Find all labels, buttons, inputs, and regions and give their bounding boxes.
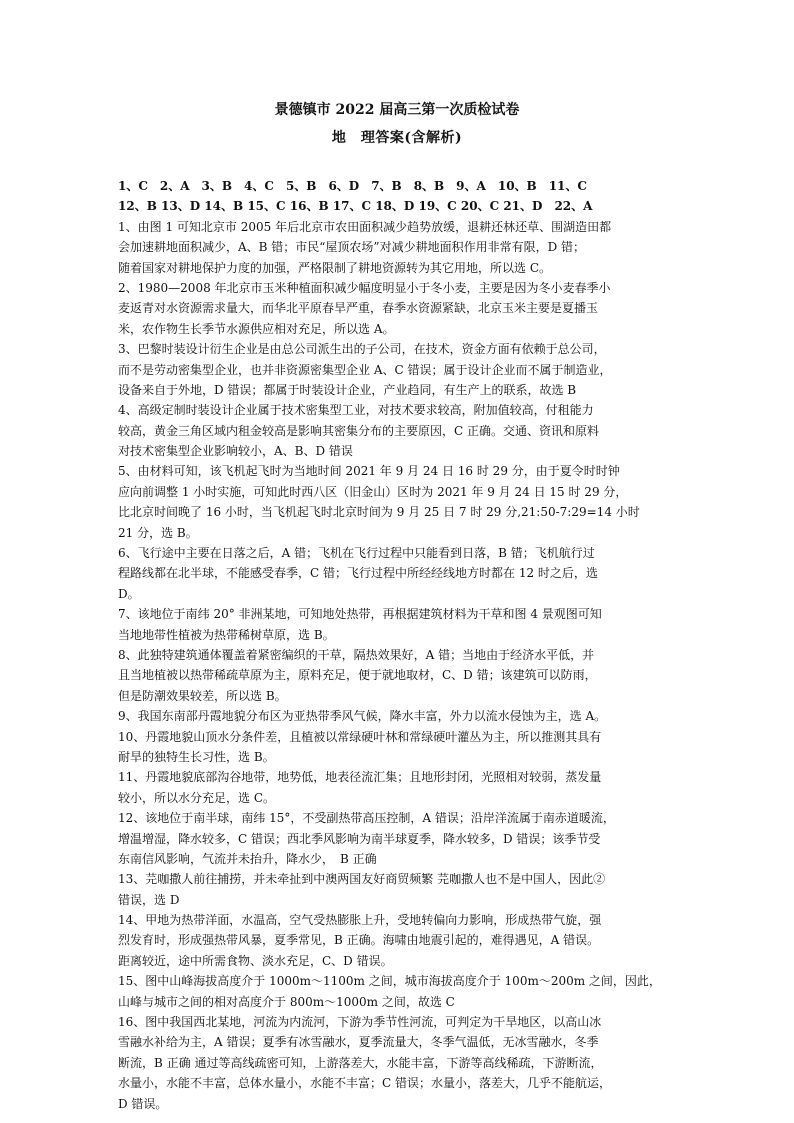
explanation-paragraph — [118, 808, 678, 869]
explanation-paragraph — [118, 706, 678, 726]
explanation-line: 13、芫咖撒人前往捕捞，并未牵扯到中澳两国友好商贸频繁 芫咖撒人也不是中国人，因此② — [118, 872, 606, 887]
explanation-paragraph — [118, 339, 678, 400]
explanation-paragraph — [118, 461, 678, 543]
explanation-paragraph — [118, 1012, 678, 1114]
explanations-list — [118, 217, 678, 1114]
explanation-line: 会加速耕地面积减少，A、B 错；市民“屋顶农场”对减少耕地面积作用非常有限，D 错； — [118, 240, 586, 255]
document-title: 景德镇市 2022 届高三第一次质检试卷 — [274, 102, 520, 118]
explanation-line: 10、丹霞地貌山顶水分条件差，且植被以常绿硬叶林和常绿硬叶灌丛为主，所以推测其具有 — [118, 729, 602, 744]
explanation-line: 15、图中山峰海拔高度介于 1000m～1100m 之间，城市海拔高度介于 100m～200m 之间，因此， — [118, 974, 661, 989]
explanation-line: D 错误。 — [118, 1096, 168, 1111]
explanation-line: 当地地带性植被为热带稀树草原，选 B。 — [118, 627, 335, 642]
explanation-line: 雪融水补给为主，A 错误；夏季有冰雪融水，夏季流量大，冬季气温低，无冰雪融水，冬季 — [118, 1035, 599, 1050]
explanation-line: 耐旱的独特生长习性，选 B。 — [118, 749, 275, 764]
explanation-line: 距离较近，途中所需食物、淡水充足，C、D 错误。 — [118, 953, 393, 968]
explanation-line: 且当地植被以热带稀疏草原为主，原料充足，便于就地取材，C、D 错；该建筑可以防雨， — [118, 668, 597, 683]
explanation-line: 米，农作物生长季节水源供应相对充足，所以选 A。 — [118, 321, 395, 336]
answer-key-line: 12、B 13、D 14、B 15、C 16、B 17、C 18、D 19、C 20、C 21、D 22、A — [118, 199, 593, 214]
explanation-line: 6、飞行途中主要在日落之后，A 错；飞机在飞行过程中只能看到日落，B 错；飞机航行过 — [118, 546, 595, 561]
explanation-line: 9、我国东南部丹霞地貌分布区为亚热带季风气候，降水丰富，外力以流水侵蚀为主，选 A。 — [118, 709, 607, 724]
explanation-paragraph — [118, 604, 678, 645]
explanation-line: 设备来自于外地，D 错误；都属于时装设计企业，产业趋同，有生产上的联系，故选 B — [118, 382, 577, 397]
explanation-line: 错误，选 D — [118, 892, 180, 907]
document-subtitle: 地 理答案(含解析) — [331, 130, 463, 146]
explanation-line: 断流，B 正确 通过等高线疏密可知，上游落差大，水能丰富，下游等高线稀疏，下游断流， — [118, 1055, 603, 1070]
explanation-paragraph — [118, 727, 678, 768]
explanation-paragraph — [118, 910, 678, 971]
explanation-line: 山峰与城市之间的相对高度介于 800m～1000m 之间，故选 C — [118, 994, 455, 1009]
explanation-line: 而不是劳动密集型企业，也并非资源密集型企业 A、C 错误；属于设计企业而不属于制造业， — [118, 362, 612, 377]
explanation-paragraph — [118, 278, 678, 339]
explanation-line: D。 — [118, 586, 140, 601]
answer-key — [118, 176, 678, 217]
explanation-line: 对技术密集型企业影响较小，A、B、D 错误 — [118, 444, 353, 459]
explanation-line: 较高，黄金三角区域内租金较高是影响其密集分布的主要原因，C 正确。交通、资讯和原料 — [118, 423, 599, 438]
explanation-paragraph — [118, 217, 678, 278]
explanation-line: 7、该地位于南纬 20° 非洲某地，可知地处热带，再根据建筑材料为干草和图 4 景观图可知 — [118, 607, 602, 622]
explanation-paragraph — [118, 971, 678, 1012]
explanation-line: 2、1980—2008 年北京市玉米种植面积减少幅度明显小于冬小麦，主要是因为冬小麦春季小 — [118, 280, 611, 295]
explanation-paragraph — [118, 543, 678, 604]
explanation-line: 水量小，水能不丰富，总体水量小，水能不丰富；C 错误；水量小，落差大，几乎不能航运， — [118, 1076, 611, 1091]
explanation-line: 应向前调整 1 小时实施，可知此时西八区（旧金山）区时为 2021 年 9 月 24 日 15 时 29 分， — [118, 484, 628, 499]
explanation-line: 1、由图 1 可知北京市 2005 年后北京市农田面积减少趋势放缓，退耕还林还草、围湖造田都 — [118, 219, 612, 234]
explanation-paragraph — [118, 869, 678, 910]
explanation-line: 8、此独特建筑通体覆盖着紧密编织的干草，隔热效果好，A 错；当地由于经济水平低，并 — [118, 647, 595, 662]
explanation-line: 东南信风影响，气流并未抬升，降水少， B 正确 — [118, 851, 377, 866]
explanation-line: 5、由材料可知，该飞机起飞时为当地时间 2021 年 9 月 24 日 16 时 29 分，由于夏令时时钟 — [118, 464, 620, 479]
explanation-line: 烈发育时，形成强热带风暴，夏季常见，B 正确。海啸由地震引起的，难得遇见，A 错误。 — [118, 933, 600, 948]
answer-key-line: 1、C 2、A 3、B 4、C 5、B 6、D 7、B 8、B 9、A 10、B 11、C — [118, 179, 587, 193]
explanation-paragraph — [118, 767, 678, 808]
explanation-line: 增温增湿，降水较多，C 错误；西北季风影响为南半球夏季，降水较多，D 错误；该季节受 — [118, 831, 601, 846]
explanation-paragraph — [118, 400, 678, 461]
explanation-line: 12、该地位于南半球，南纬 15°，不受副热带高压控制，A 错误；沿岸洋流属于南赤道暖流， — [118, 811, 615, 826]
explanation-line: 麦返青对水资源需求量大，而华北平原春旱严重，春季水资源紧缺，北京玉米主要是夏播玉 — [118, 301, 599, 316]
explanation-line: 3、巴黎时装设计衍生企业是由总公司派生出的子公司，在技术，资金方面有依赖于总公司， — [118, 342, 606, 357]
explanation-line: 较小，所以水分充足，选 C。 — [118, 790, 275, 805]
explanation-line: 21 分，选 B。 — [118, 525, 198, 540]
explanation-line: 11、丹霞地貌底部沟谷地带，地势低，地表径流汇集；且地形封闭，光照相对较弱，蒸发量 — [118, 770, 602, 785]
explanation-paragraph — [118, 645, 678, 706]
explanation-line: 程路线都在北半球，不能感受春季，C 错；飞行过程中所经经线地方时都在 12 时之后，选 — [118, 566, 598, 581]
explanation-line: 4、高级定制时装设计企业属于技术密集型工业，对技术要求较高，附加值较高，付租能力 — [118, 403, 594, 418]
explanation-line: 16、图中我国西北某地，河流为内流河，下游为季节性河流，可判定为干旱地区，以高山冰 — [118, 1015, 602, 1030]
document-body — [118, 176, 678, 1114]
explanation-line: 但是防潮效果较差，所以选 B。 — [118, 688, 287, 703]
explanation-line: 比北京时间晚了 16 小时，当飞机起飞时北京时间为 9 月 25 日 7 时 29 分,21:50-7:29=14 小时 — [118, 505, 640, 520]
explanation-line: 14、甲地为热带洋面，水温高，空气受热膨胀上升，受地转偏向力影响，形成热带气旋，强 — [118, 913, 602, 928]
explanation-line: 随着国家对耕地保护力度的加强，严格限制了耕地资源转为其它用地，所以选 C。 — [118, 260, 551, 275]
